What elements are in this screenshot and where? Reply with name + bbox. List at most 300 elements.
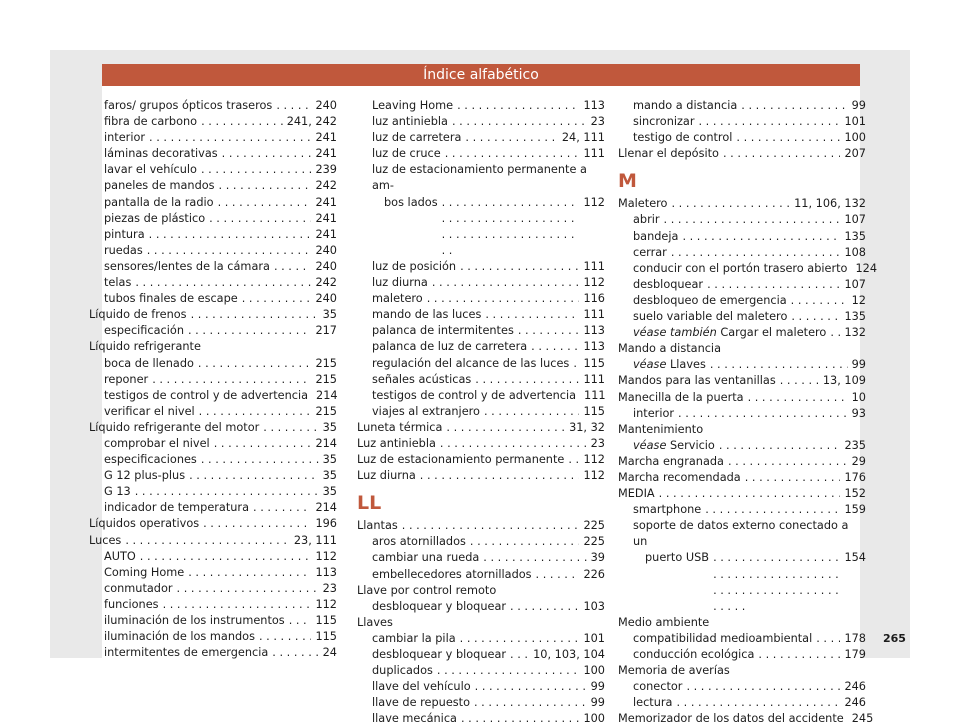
index-entry-page: 241 [315,227,337,241]
index-entry[interactable] [89,404,337,420]
index-entry-term-cont: bos lados [384,195,438,209]
index-entry-term: señales acústicas [372,372,472,386]
index-entry[interactable] [618,502,866,518]
index-entry-page: 242 [315,276,337,290]
index-entry-page: 239 [315,163,337,177]
index-entry-term-text: Cargar el maletero [716,326,827,340]
index-entry-term: indicador de temperatura [104,501,250,515]
index-entry-term: luz diurna [372,276,428,290]
index-entry-page: 99 [590,696,605,710]
index-entry[interactable] [618,695,866,711]
index-entry[interactable] [618,406,866,422]
dot-leader [664,212,841,228]
index-entry[interactable] [618,470,866,486]
index-entry[interactable] [89,146,337,162]
index-entry[interactable] [618,245,866,261]
index-entry-page: 10 [851,390,866,404]
dot-leader [676,695,840,711]
index-entry-term-cont: puerto USB [645,551,710,565]
index-entry-term [633,325,826,341]
index-entry[interactable] [89,275,337,291]
index-entry-page: 23, 111 [293,533,337,547]
index-entry[interactable] [89,162,337,178]
dot-leader [402,518,580,534]
index-entry-term: Mantenimiento [618,422,704,436]
index-entry-page: 111 [583,259,605,273]
index-entry[interactable] [618,130,866,146]
index-entry[interactable] [618,212,866,228]
index-entry[interactable] [357,534,605,550]
dot-leader [474,695,587,711]
index-entry-page: 235 [844,438,866,452]
index-entry[interactable] [89,227,337,243]
index-entry-page: 35 [322,308,337,322]
index-entry-page: 241 [315,195,337,209]
index-entry-page: 115 [583,404,605,418]
dot-leader [163,597,312,613]
dot-leader [816,631,840,647]
dot-leader [705,502,840,518]
index-entry[interactable] [89,307,337,323]
index-entry[interactable] [618,293,866,309]
index-entry[interactable] [89,565,337,581]
index-entry-term: testigos de control y de advertencia [104,388,309,402]
dot-leader [475,372,579,388]
index-entry-term: fibra de carbono [104,115,198,129]
index-entry-term: MEDIA [618,487,655,501]
index-entry[interactable] [89,356,337,372]
index-entry-term: luz de cruce [372,147,441,161]
index-entry[interactable] [618,711,874,727]
dot-leader [745,470,841,486]
index-entry[interactable] [89,452,337,468]
index-entry[interactable] [89,533,337,549]
dot-leader [259,629,311,645]
index-entry-term: interior [104,131,146,145]
index-entry[interactable] [618,438,866,454]
index-entry-page: 240 [315,259,337,273]
dot-leader [440,436,587,452]
index-entry-page: 246 [844,680,866,694]
index-entry[interactable] [89,323,337,339]
dot-leader [758,647,840,663]
index-entry-term: mando a distancia [633,99,738,112]
index-entry[interactable] [618,679,866,695]
index-entry[interactable] [618,114,866,130]
index-entry[interactable] [357,259,605,275]
index-entry-page: 152 [844,487,866,501]
index-entry-page: 111 [583,372,605,386]
index-entry-term: llave mecánica [372,712,457,726]
dot-leader [201,162,311,178]
index-entry[interactable] [357,631,605,647]
index-entry[interactable] [357,567,605,583]
index-entry[interactable] [618,454,866,470]
dot-leader [671,196,790,212]
index-entry[interactable] [357,339,605,355]
index-entry[interactable] [89,597,337,613]
index-entry-page: 112 [583,453,605,467]
index-entry-term: regulación del alcance de las luces [372,356,570,370]
index-entry[interactable] [89,549,337,565]
index-entry[interactable] [89,436,337,452]
dot-leader [188,323,311,339]
index-entry-page: 241, 242 [286,115,337,129]
index-entry[interactable] [89,291,337,307]
index-entry-page: 246 [844,696,866,710]
dot-leader [177,581,319,597]
index-entry[interactable] [89,516,337,532]
index-column-3 [618,98,878,727]
index-entry-page: 207 [844,147,866,161]
index-entry-term: láminas decorativas [104,147,218,161]
index-entry[interactable] [89,500,337,516]
dot-leader [135,484,319,500]
dot-leader [189,468,319,484]
index-entry[interactable] [618,261,878,277]
index-entry-term: telas [104,276,132,290]
index-column-2 [357,98,605,727]
index-entry-see-also: véase también [633,326,717,340]
index-entry-page: 113 [583,99,605,112]
dot-leader [682,229,840,245]
dot-leader [263,420,318,436]
index-entry[interactable] [357,436,605,452]
index-entry[interactable] [357,323,605,339]
index-entry[interactable] [357,388,605,404]
index-entry-term: duplicados [372,664,433,678]
index-entry-page: 107 [844,277,866,291]
index-entry-page: 115 [315,614,337,627]
index-entry-page: 159 [844,503,866,517]
index-entry-term: abrir [633,213,660,227]
index-entry-page: 93 [851,406,866,420]
dot-leader [678,406,848,422]
index-entry-page: 112 [315,597,337,611]
index-entry-page: 107 [844,213,866,227]
index-entry-page: 214 [315,501,337,515]
index-entry-term: Llave por control remoto [357,583,497,597]
dot-leader [135,275,311,291]
dot-leader [201,114,283,130]
dot-leader [125,533,290,549]
index-entry[interactable] [357,550,605,566]
index-entry[interactable] [89,243,337,259]
dot-leader [510,599,579,615]
index-entry-page: 99 [851,358,866,372]
index-entry[interactable] [618,357,866,373]
index-entry[interactable] [357,583,605,599]
dot-leader [427,291,580,307]
index-entry-term: G 13 [104,485,131,499]
dot-leader [149,130,311,146]
index-entry[interactable] [618,615,866,631]
index-entry[interactable] [618,663,866,679]
index-entry-term: Memorizador de los datos del accidente [618,712,844,726]
index-entry-page: 241 [315,131,337,145]
index-entry[interactable] [357,679,605,695]
index-entry-term: intermitentes de emergencia [104,646,269,660]
index-entry[interactable] [618,98,866,114]
index-entry[interactable] [618,196,866,212]
index-entry[interactable] [89,629,337,645]
index-entry-see-also: véase [633,438,667,452]
dot-leader [272,645,318,661]
dot-leader [723,146,840,162]
index-entry[interactable] [357,162,605,259]
index-entry-term: conducir con el portón trasero abierto [633,261,848,275]
index-entry[interactable] [618,277,866,293]
index-entry[interactable] [357,452,605,468]
index-entry-term: Mando a distancia [618,342,721,356]
index-entry-term: pantalla de la radio [104,195,214,209]
index-entry-page: 225 [583,535,605,549]
index-entry-page: 154 [844,551,866,565]
index-entry[interactable] [618,341,866,357]
index-entry-page: 215 [315,356,337,370]
index-entry-page: 111 [583,308,605,322]
index-entry-term: testigos de control y de advertencia [372,388,577,402]
index-entry-page: 35 [322,485,337,499]
index-entry-page: 101 [844,115,866,129]
dot-leader [671,245,841,261]
index-entry-term: Marcha engranada [618,454,724,468]
index-entry-page: 115 [315,630,337,644]
index-entry[interactable] [89,581,337,597]
index-entry-term: Luz diurna [357,469,416,483]
index-entry[interactable] [357,146,605,162]
index-entry[interactable] [89,484,337,500]
index-entry-term: interior [633,406,675,420]
index-entry[interactable] [89,211,337,227]
dot-leader [536,567,580,583]
index-entry-term: Luneta térmica [357,420,443,434]
dot-leader [460,259,579,275]
index-entry-page: 113 [315,565,337,579]
page-header-title: Índice alfabético [102,64,860,86]
index-entry[interactable] [618,631,866,647]
index-entry-term: luz de posición [372,259,457,273]
index-entry-term: cerrar [633,245,667,259]
index-entry[interactable] [89,195,337,211]
index-entry[interactable] [618,229,866,245]
index-entry[interactable] [89,388,337,404]
dot-leader [728,454,848,470]
index-entry[interactable] [618,373,866,389]
index-entry[interactable] [89,98,337,114]
dot-leader [707,277,840,293]
index-entry[interactable] [89,468,337,484]
index-entry-term: Líquido refrigerante [89,340,201,354]
dot-leader [203,516,311,532]
index-entry[interactable] [618,486,866,502]
dot-leader [253,500,311,516]
dot-leader [209,211,311,227]
index-entry-page: 132 [844,326,866,340]
index-entry-term: Mandos para las ventanillas [618,374,776,388]
dot-leader [791,293,848,309]
dot-leader [483,550,586,566]
index-entry[interactable] [357,275,605,291]
dot-leader [276,98,311,114]
index-entry-page: 135 [844,229,866,243]
index-entry-page: 135 [844,310,866,324]
index-entry[interactable] [357,356,605,372]
dot-leader [719,438,841,454]
index-entry-page: 112 [583,469,605,483]
index-entry[interactable] [89,372,337,388]
index-entry-page: 240 [315,99,337,112]
dot-leader [699,114,841,130]
index-entry-term: paneles de mandos [104,179,215,193]
index-entry-page: 112 [315,549,337,563]
index-entry[interactable] [89,645,337,661]
dot-leader [149,227,312,243]
index-entry-term: especificaciones [104,453,197,467]
index-entry[interactable] [618,325,866,341]
index-entry-term: tubos finales de escape [104,292,238,306]
index-entry-term: desbloquear [633,277,704,291]
index-entry-term: Llantas [357,519,398,533]
dot-leader [218,195,312,211]
dot-leader [830,325,840,341]
index-entry-page: 111 [584,388,606,402]
index-entry[interactable] [618,309,866,325]
index-entry-page: 214 [315,436,337,450]
index-entry-term: Memoria de averías [618,664,730,678]
index-entry-page: 176 [844,470,866,484]
index-entry[interactable] [618,146,866,162]
index-entry-term: llave de repuesto [372,696,470,710]
index-entry-term: soporte de datos externo conectado a un [633,519,849,549]
dot-leader [791,309,840,325]
index-entry-page: 245 [851,712,874,726]
index-entry-page: 35 [322,453,337,467]
dot-leader [461,711,579,727]
index-entry[interactable] [357,695,605,711]
index-entry[interactable] [357,615,605,631]
index-entry-term: comprobar el nivel [104,436,210,450]
dot-leader [242,291,312,307]
index-entry[interactable] [89,420,337,436]
dot-leader [470,534,580,550]
dot-leader [222,146,312,162]
index-entry-term: llave del vehículo [372,680,471,694]
index-entry-page: 226 [583,567,605,581]
index-entry[interactable] [357,420,605,436]
index-entry-page: 23 [322,581,337,595]
index-entry-term: luz de estacionamiento permanente a am- [372,163,587,193]
index-entry[interactable] [89,114,337,130]
dot-leader [452,114,587,130]
index-entry-page: 101 [583,631,605,645]
index-entry[interactable] [357,114,605,130]
index-entry[interactable] [357,468,605,484]
index-entry-page: 214 [316,388,338,402]
dot-leader [568,452,579,468]
index-entry-page: 196 [315,517,337,531]
dot-leader [152,372,311,388]
index-entry-term: conducción ecológica [633,648,755,661]
index-entry-page: 100 [583,664,605,678]
index-entry-term: Líquidos operativos [89,517,200,531]
index-entry-page: 241 [315,147,337,161]
index-entry-page: 178 [844,631,866,645]
dot-leader [485,307,579,323]
index-entry[interactable] [357,404,605,420]
index-entry-term [633,438,715,454]
index-entry-page: 103 [583,599,605,613]
index-entry-term: embellecedores atornillados [372,567,532,581]
dot-leader [460,631,580,647]
index-entry[interactable] [357,372,605,388]
page-number: 265 [883,632,906,645]
index-entry-term [633,357,706,373]
index-entry-page: 113 [583,340,605,354]
index-entry-term: Medio ambiente [618,615,710,629]
index-entry-page: 12 [851,293,866,307]
index-entry[interactable] [357,98,605,114]
index-entry[interactable] [618,390,866,406]
index-entry-term: conmutador [104,581,173,595]
index-entry[interactable] [357,307,605,323]
dot-leader [573,356,579,372]
index-entry[interactable] [357,599,605,615]
dot-leader [437,663,580,679]
index-entry-page: 99 [851,99,866,112]
index-entry-term: Líquido refrigerante del motor [89,420,260,434]
dot-leader [201,452,319,468]
index-entry[interactable] [357,663,605,679]
dot-leader [710,357,848,373]
dot-leader [147,243,312,259]
index-entry-page: 10, 103, 104 [533,648,605,661]
index-entry[interactable] [357,518,605,534]
index-entry[interactable] [357,291,605,307]
index-entry[interactable] [357,130,605,146]
index-entry[interactable] [357,647,605,663]
section-letter-ll: LL [357,492,382,515]
index-entry-term: sensores/lentes de la cámara [104,259,270,273]
index-entry[interactable] [89,130,337,146]
index-entry[interactable] [357,711,605,727]
index-entry[interactable] [618,518,866,615]
dot-leader [199,404,312,420]
dot-leader [289,613,312,629]
index-entry-term: luz de carretera [372,131,462,145]
index-entry-term: G 12 plus-plus [104,469,186,483]
index-entry[interactable] [89,178,337,194]
index-entry-page: 35 [322,469,337,483]
index-entry[interactable] [618,647,866,663]
index-entry[interactable] [618,422,866,438]
dot-leader [274,259,312,275]
index-entry-page: 217 [315,324,337,338]
dot-leader [518,323,580,339]
index-entry-term: Maletero [618,197,668,211]
index-entry-term: Manecilla de la puerta [618,390,744,404]
index-entry-term: especificación [104,324,184,338]
index-entry[interactable] [89,613,337,629]
index-entry-term: lavar el vehículo [104,163,197,177]
index-entry-term: Marcha recomendada [618,470,741,484]
index-entry-term: verificar el nivel [104,404,195,418]
index-entry[interactable] [89,259,337,275]
dot-leader [736,130,840,146]
index-entry-page: 24, 111 [561,131,605,145]
index-entry[interactable] [89,339,337,355]
index-entry-term: funciones [104,597,159,611]
